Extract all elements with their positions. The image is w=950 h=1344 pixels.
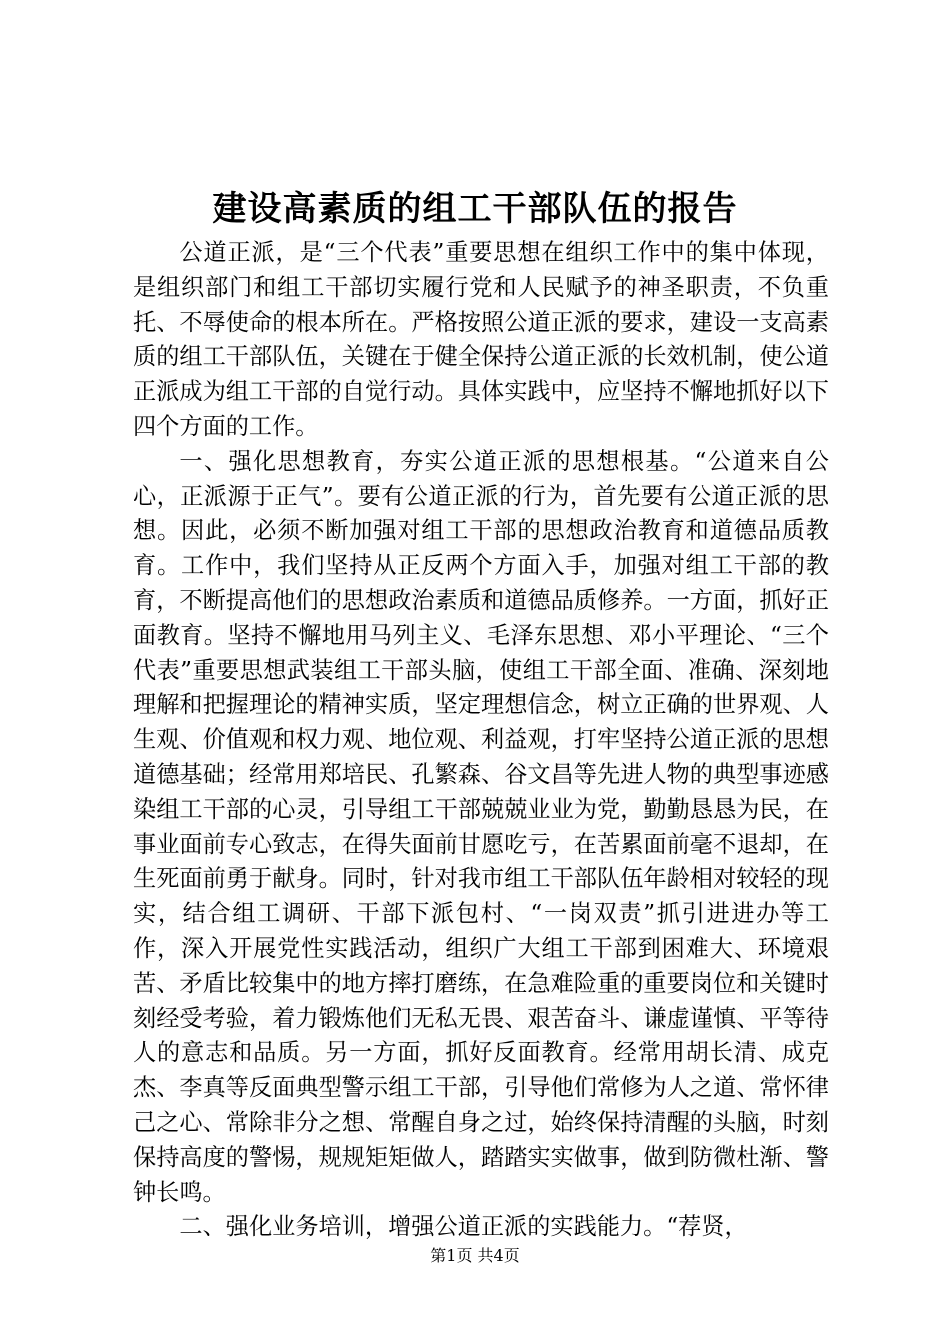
document-body <box>133 236 829 1245</box>
document-title: 建设高素质的组工干部队伍的报告 <box>212 189 738 229</box>
page-number: 第1页 共4页 <box>430 1246 520 1265</box>
paragraph-intro: 公道正派，是“三个代表”重要思想在组织工作中的集中体现，是组织部门和组工干部切实履行党和人民赋予的神圣职责，不负重托、不辱使命的根本所在。严格按照公道正派的要求，建设一支高素质的组工干部队伍，关键在于健全保持公道正派的长效机制，使公道正派成为组工干部的自觉行动。具体实践中，应坚持不懈地抓好以下四个方面的工作。 <box>133 239 829 440</box>
paragraph-section-one: 一、强化思想教育，夯实公道正派的思想根基。“公道来自公心，正派源于正气”。要有公道正派的行为，首先要有公道正派的思想。因此，必须不断加强对组工干部的思想政治教育和道德品质教育。工作中，我们坚持从正反两个方面入手，加强对组工干部的教育，不断提高他们的思想政治素质和道德品质修养。一方面，抓好正面教育。坚持不懈地用马列主义、毛泽东思想、邓小平理论、“三个代表”重要思想武装组工干部头脑，使组工干部全面、准确、深刻地理解和把握理论的精神实质，坚定理想信念，树立正确的世界观、人生观、价值观和权力观、地位观、利益观，打牢坚持公道正派的思想道德基础；经常用郑培民、孔繁森、谷文昌等先进人物的典型事迹感染组工干部的心灵，引导组工干部兢兢业业为党，勤勤恳恳为民，在事业面前专心致志，在得失面前甘愿吃亏，在苦累面前毫不退却，在生死面前勇于献身。同时，针对我市组工干部队伍年龄相对较轻的现实，结合组工调研、干部下派包村、“一岗双责”抓引进进办等工作，深入开展党性实践活动，组织广大组工干部到困难大、环境艰苦、矛盾比较集中的地方摔打磨练，在急难险重的重要岗位和关键时刻经受考验，着力锻炼他们无私无畏、艰苦奋斗、谦虚谨慎、平等待人的意志和品质。另一方面，抓好反面教育。经常用胡长清、成克杰、李真等反面典型警示组工干部，引导他们常修为人之道、常怀律己之心、常除非分之想、常醒自身之过，始终保持清醒的头脑，时刻保持高度的警惕，规规矩矩做人，踏踏实实做事，做到防微杜渐、警钟长鸣。 <box>133 447 829 1206</box>
paragraph-section-two: 二、强化业务培训，增强公道正派的实践能力。“荐贤， <box>179 1213 748 1241</box>
page-footer <box>0 1245 950 1267</box>
